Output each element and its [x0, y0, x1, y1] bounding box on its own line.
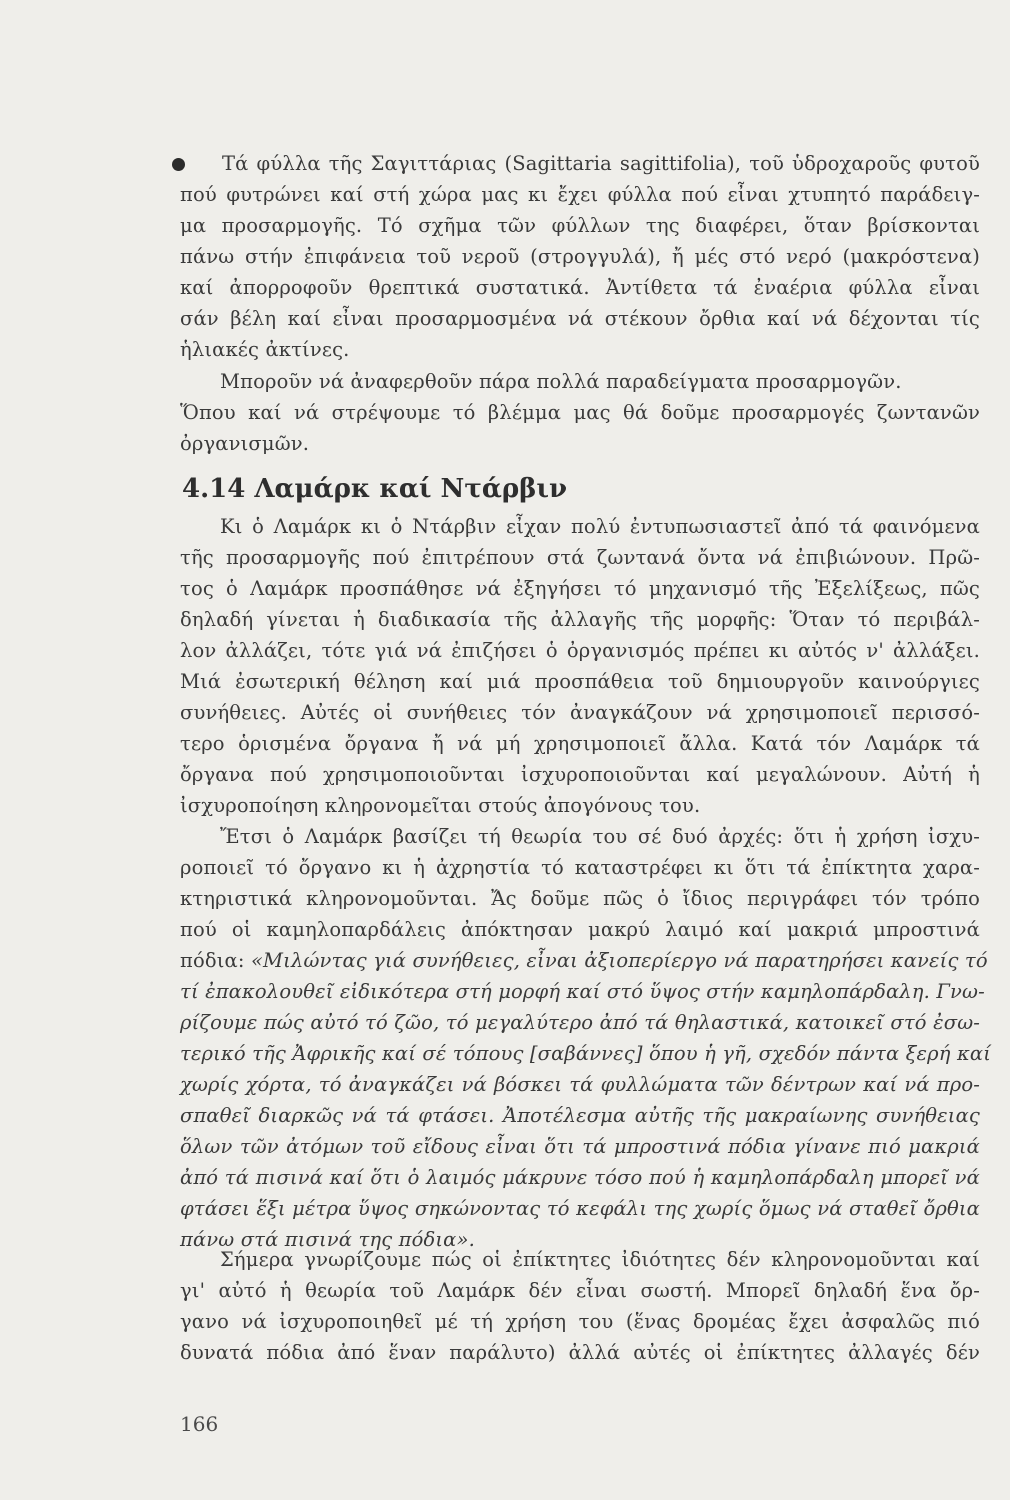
quote-line: πάνω στά πισινά της πόδια».: [180, 1228, 475, 1251]
paragraph-lamarck-theory: [180, 821, 992, 1255]
text-line: ὄργανα πού χρησιμοποιοῦνται ἰσχυροποιοῦνται καί μεγαλώνουν. Αὐτή ἡ: [180, 763, 980, 786]
section-heading: 4.14 Λαμάρκ καί Ντάρβιν: [182, 474, 567, 504]
text-line: σάν βέλη καί εἶναι προσαρμοσμένα νά στέκουν ὄρθια καί νά δέχονται τίς: [180, 307, 980, 330]
text-line: Μιά ἐσωτερική θέληση καί μιά προσπάθεια τοῦ δημιουργοῦν καινούργιες: [180, 670, 980, 693]
quote-line: ρίζουμε πώς αὐτό τό ζῶο, τό μεγαλύτερο ἀπό τά θηλαστικά, κατοικεῖ στό ἐσω-: [180, 1011, 980, 1034]
text-line: τῆς προσαρμογῆς πού ἐπιτρέπουν στά ζωντανά ὄντα νά ἐπιβιώνουν. Πρῶ-: [180, 546, 980, 569]
quote-line: φτάσει ἕξι μέτρα ὕψος σηκώνοντας τό κεφάλι της χωρίς ὅμως νά σταθεῖ ὄρθια: [180, 1197, 980, 1220]
text-line: καί ἀπορροφοῦν θρεπτικά συστατικά. Ἀντίθετα τά ἐναέρια φύλλα εἶναι: [180, 276, 980, 299]
text-line: γανο νά ἰσχυροποιηθεῖ μέ τή χρήση του (ἕνας δρομέας ἔχει ἀσφαλῶς πιό: [180, 1310, 980, 1333]
text-line: Μποροῦν νά ἀναφερθοῦν πάρα πολλά παραδείγματα προσαρμογῶν.: [220, 370, 902, 393]
paragraph-adaptations: [180, 366, 980, 459]
text-line: ὀργανισμῶν.: [180, 432, 310, 455]
text-line: ροποιεῖ τό ὄργανο κι ἡ ἀχρηστία τό καταστρέφει κι ὅτι τά ἐπίκτητα χαρα-: [180, 856, 980, 879]
text-line: ἡλιακές ἀκτίνες.: [180, 338, 350, 361]
text-line: πού οἱ καμηλοπαρδάλεις ἀπόκτησαν μακρύ λαιμό καί μακριά μπροστινά: [180, 918, 980, 941]
paragraph-conclusion: [180, 1244, 980, 1368]
text-line: ἰσχυροποίηση κληρονομεῖται στούς ἀπογόνους του.: [180, 794, 701, 817]
paragraph-sagittaria: [180, 148, 980, 365]
text-line: τερο ὁρισμένα ὄργανα ἤ νά μή χρησιμοποιεῖ ἄλλα. Κατά τόν Λαμάρκ τά: [180, 732, 980, 755]
quote-line: τερικό τῆς Ἀφρικῆς καί σέ τόπους [σαβάννες] ὅπου ἡ γῆ, σχεδόν πάντα ξερή καί: [180, 1042, 992, 1065]
text-line: κτηριστικά κληρονομοῦνται. Ἄς δοῦμε πῶς ὁ ἴδιος περιγράφει τόν τρόπο: [180, 887, 980, 910]
bullet-icon: [172, 158, 185, 171]
text-line: δηλαδή γίνεται ἡ διαδικασία τῆς ἀλλαγῆς τῆς μορφῆς: Ὅταν τό περιβάλ-: [180, 608, 980, 631]
text-line-with-quote: [180, 945, 988, 976]
text-line: δυνατά πόδια ἀπό ἕναν παράλυτο) ἀλλά αὐτές οἱ ἐπίκτητες ἀλλαγές δέν: [180, 1341, 980, 1364]
text-line: λον ἀλλάζει, τότε γιά νά ἐπιζήσει ὁ ὀργανισμός πρέπει κι αὐτός ν' ἀλλάξει.: [180, 639, 980, 662]
page-number: 166: [180, 1412, 219, 1436]
text-line: πού φυτρώνει καί στή χώρα μας κι ἔχει φύλλα πού εἶναι χτυπητό παράδειγ-: [180, 183, 980, 206]
quote-line: τί ἐπακολουθεῖ εἰδικότερα στή μορφή καί στό ὕψος στήν καμηλοπάρδαλη. Γνω-: [180, 980, 985, 1003]
quote-line: ὅλων τῶν ἀτόμων τοῦ εἴδους εἶναι ὅτι τά μπροστινά πόδια γίνανε πιό μακριά: [180, 1135, 980, 1158]
text-line: Ἔτσι ὁ Λαμάρκ βασίζει τή θεωρία του σέ δυό ἀρχές: ὅτι ἡ χρήση ἰσχυ-: [220, 825, 980, 848]
quote-line: ἀπό τά πισινά καί ὅτι ὁ λαιμός μάκρυνε τόσο πού ἡ καμηλοπάρδαλη μπορεῖ νά: [180, 1166, 980, 1189]
text-line: γι' αὐτό ἡ θεωρία τοῦ Λαμάρκ δέν εἶναι σωστή. Μπορεῖ δηλαδή ἕνα ὄρ-: [180, 1279, 980, 1302]
quote-text: «Μιλώντας γιά συνήθειες, εἶναι ἀξιοπερίεργο νά παρατηρήσει κανείς τό: [250, 949, 988, 972]
text-line: Σήμερα γνωρίζουμε πώς οἱ ἐπίκτητες ἰδιότητες δέν κληρονομοῦνται καί: [220, 1248, 980, 1271]
quote-line: σπαθεῖ διαρκῶς νά τά φτάσει. Ἀποτέλεσμα αὐτῆς τῆς μακραίωνης συνήθειας: [180, 1104, 980, 1127]
text-line: συνήθειες. Αὐτές οἱ συνήθειες τόν ἀναγκάζουν νά χρησιμοποιεῖ περισσό-: [180, 701, 980, 724]
text-line: Ὅπου καί νά στρέψουμε τό βλέμμα μας θά δοῦμε προσαρμογές ζωντανῶν: [180, 401, 980, 424]
text-line: Κι ὁ Λαμάρκ κι ὁ Ντάρβιν εἶχαν πολύ ἐντυπωσιαστεῖ ἀπό τά φαινόμενα: [220, 515, 980, 538]
text-line: πάνω στήν ἐπιφάνεια τοῦ νεροῦ (στρογγυλά), ἤ μές στό νερό (μακρόστενα): [180, 245, 980, 268]
paragraph-lamarck-intro: [180, 511, 980, 821]
text-line: μα προσαρμογῆς. Τό σχῆμα τῶν φύλλων της διαφέρει, ὅταν βρίσκονται: [180, 214, 980, 237]
text-line: τος ὁ Λαμάρκ προσπάθησε νά ἐξηγήσει τό μηχανισμό τῆς Ἐξελίξεως, πῶς: [180, 577, 980, 600]
quote-lead: πόδια:: [180, 949, 245, 972]
text-line: Τά φύλλα τῆς Σαγιττάριας (Sagittaria sagittifolia), τοῦ ὑδροχαροῦς φυτοῦ: [222, 152, 980, 175]
quote-line: χωρίς χόρτα, τό ἀναγκάζει νά βόσκει τά φυλλώματα τῶν δέντρων καί νά προ-: [180, 1073, 980, 1096]
